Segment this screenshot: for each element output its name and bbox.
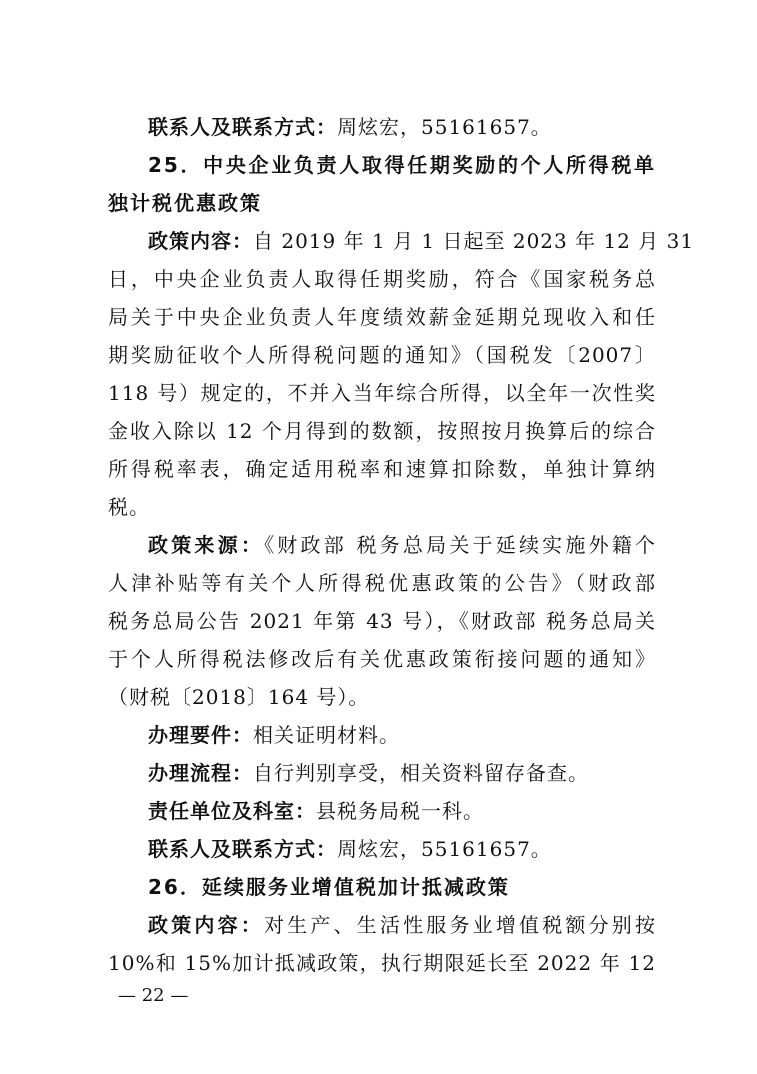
field-value: 相关证明材料。 [253,723,400,747]
contact-line [148,112,656,142]
field-value: 对生产、生活性服务业增值税额分别按 [263,913,657,937]
field-label: 联系人及联系方式： [148,837,337,861]
paragraph-text: 人津补贴等有关个人所得税优惠政策的公告》（财政部 [108,571,656,595]
field-value: 《财政部 税务总局关于延续实施外籍个 [264,533,657,557]
policy-content-line [148,910,656,940]
paragraph-text: 所得税率表，确定适用税率和速算扣除数，单独计算纳 [108,457,656,481]
paragraph-line [108,416,656,446]
paragraph-line [108,606,656,636]
process-line [148,758,656,788]
paragraph-line [108,454,656,484]
paragraph-line [108,948,656,978]
heading-text: 25．中央企业负责人取得任期奖励的个人所得税单 [148,153,656,177]
paragraph-text: 10%和 15%加计抵减政策，执行期限延长至 2022 年 12 [108,951,656,975]
heading-text: 独计税优惠政策 [108,191,262,215]
page-number: — 22 — [118,985,189,1006]
section-heading-26 [148,872,656,902]
field-value: 县税务局税一科。 [316,799,484,823]
paragraph-line [108,568,656,598]
paragraph-line [108,264,656,294]
section-heading-25-cont [108,188,656,218]
field-label: 办理要件： [148,723,253,747]
policy-content-line [148,226,695,256]
paragraph-text: 于个人所得税法修改后有关优惠政策衔接问题的通知》 [108,647,656,671]
paragraph-text: 日，中央企业负责人取得任期奖励，符合《国家税务总 [108,267,656,291]
field-label: 政策内容： [148,913,264,937]
paragraph-text: 期奖励征收个人所得税问题的通知》（国税发〔2007〕 [108,343,656,367]
field-label: 政策内容： [148,229,253,253]
paragraph-line [108,340,656,370]
policy-source-line [148,530,656,560]
field-value: 周炫宏，55161657。 [337,115,552,139]
paragraph-line [108,378,656,408]
contact-line [148,834,656,864]
paragraph-text: 金收入除以 12 个月得到的数额，按照按月换算后的综合 [108,419,656,443]
field-label: 联系人及联系方式： [148,115,337,139]
field-label: 办理流程： [148,761,253,785]
paragraph-text: 税务总局公告 2021 年第 43 号），《财政部 税务总局关 [108,609,656,633]
field-value: 自行判别享受，相关资料留存备查。 [253,761,589,785]
field-label: 政策来源： [148,533,265,557]
responsible-unit-line [148,796,656,826]
paragraph-line [108,302,656,332]
required-documents-line [148,720,656,750]
paragraph-line [108,644,656,674]
paragraph-line [108,492,656,522]
section-heading-25 [148,150,656,180]
heading-text: 26．延续服务业增值税加计抵减政策 [148,875,510,899]
field-label: 责任单位及科室： [148,799,316,823]
paragraph-text: 税。 [108,495,150,519]
field-value: 周炫宏，55161657。 [337,837,552,861]
paragraph-line [108,682,656,712]
paragraph-text: 局关于中央企业负责人年度绩效薪金延期兑现收入和任 [108,305,656,329]
field-value: 自 2019 年 1 月 1 日起至 2023 年 12 月 31 [253,229,695,253]
paragraph-text: 118 号）规定的，不并入当年综合所得，以全年一次性奖 [108,381,656,405]
paragraph-text: （财税〔2018〕164 号）。 [108,685,370,709]
